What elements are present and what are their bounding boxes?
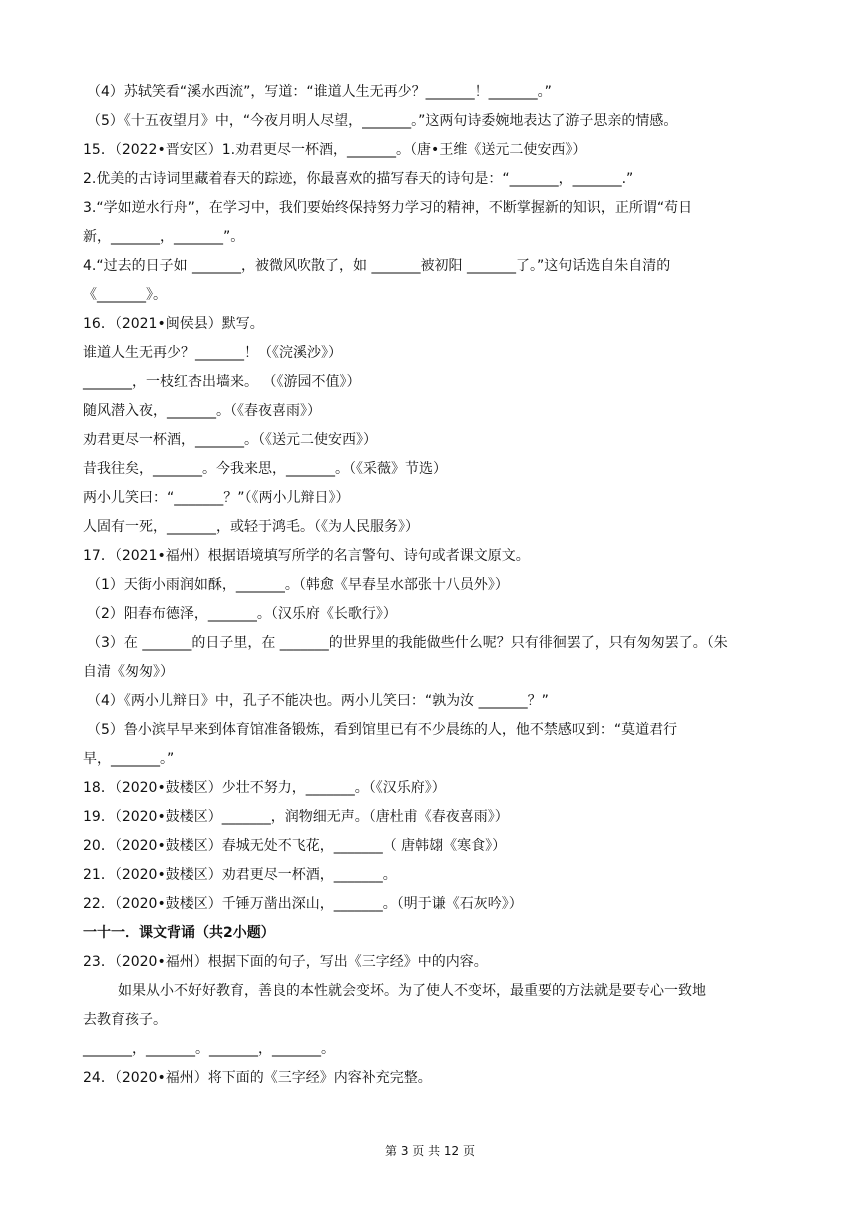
q17-item-2: （2）阳春布德泽，_______。（汉乐府《长歌行》） xyxy=(87,606,397,622)
q15-item-3-cont: 新，_______，_______”。 xyxy=(83,229,245,245)
q16-title: 16．（2021•闽侯县）默写。 xyxy=(83,316,264,332)
q17-item-3: （3）在 _______的日子里，在 _______的世界里的我能做些什么呢？只有徘徊罢了，只有匆匆罢了。（朱 xyxy=(87,635,728,651)
q14-item-4: （4）苏轼笑看“溪水西流”，写道：“谁道人生无再少？_______！_______。” xyxy=(87,84,552,100)
q15-item-4-cont: 《_______》。 xyxy=(83,287,167,303)
q18: 18．（2020•鼓楼区）少壮不努力，_______。（《汉乐府》） xyxy=(83,780,446,796)
q20: 20．（2020•鼓楼区）春城无处不飞花，_______（ 唐韩翃《寒食》） xyxy=(83,838,507,854)
q15-item-2: 2.优美的古诗词里藏着春天的踪迹，你最喜欢的描写春天的诗句是：“_______，_______.” xyxy=(83,171,634,187)
q17-item-3-cont: 自清《匆匆》） xyxy=(83,664,174,680)
q17-item-1: （1）天街小雨润如酥，_______。（韩愈《早春呈水部张十八员外》） xyxy=(87,577,509,593)
q23-answer-blanks: _______，_______。_______，_______。 xyxy=(83,1041,335,1057)
q17-title: 17．（2021•福州）根据语境填写所学的名言警句、诗句或者课文原文。 xyxy=(83,548,530,564)
q16-line-7: 人固有一死，_______，或轻于鸿毛。（《为人民服务》） xyxy=(83,519,419,535)
q14-item-5: （5）《十五夜望月》中，“今夜月明人尽望，_______。”这两句诗委婉地表达了游子思亲的情感。 xyxy=(87,113,678,129)
q16-line-2: _______，一枝红杏出墙来。 （《游园不值》） xyxy=(83,374,361,390)
q16-line-4: 劝君更尽一杯酒，_______。（《送元二使安西》） xyxy=(83,432,377,448)
q17-item-4: （4）《两小儿辩日》中，孔子不能决也。两小儿笑曰：“孰为汝 _______？” xyxy=(87,693,549,709)
q15-item-3: 3.“学如逆水行舟”，在学习中，我们要始终保持努力学习的精神，不断掌握新的知识，正所谓“苟日 xyxy=(83,200,693,216)
q15-item-1: 15．（2022•晋安区）1.劝君更尽一杯酒，_______。（唐•王维《送元二使安西》） xyxy=(83,142,587,158)
q23-passage-cont: 去教育孩子。 xyxy=(83,1012,167,1028)
page-number: 第 3 页 共 12 页 xyxy=(385,1144,475,1158)
q23-title: 23．（2020•福州）根据下面的句子，写出《三字经》中的内容。 xyxy=(83,954,488,970)
q24-title: 24．（2020•福州）将下面的《三字经》内容补充完整。 xyxy=(83,1070,432,1086)
q15-item-4: 4.“过去的日子如 _______，被微风吹散了，如 _______被初阳 _______了。”这句话选自朱自清的 xyxy=(83,258,671,274)
q16-line-6: 两小儿笑曰：“_______？”（《两小儿辩日》） xyxy=(83,490,350,506)
q19: 19．（2020•鼓楼区）_______，润物细无声。（唐杜甫《春夜喜雨》） xyxy=(83,809,509,825)
q23-passage: 如果从小不好好教育，善良的本性就会变坏。为了使人不变坏，最重要的方法就是要专心一致地 xyxy=(118,983,706,999)
section-heading: 一十一．课文背诵（共2小题） xyxy=(83,925,275,941)
q16-line-3: 随风潜入夜，_______。（《春夜喜雨》） xyxy=(83,403,321,419)
q17-item-5-cont: 早，_______。” xyxy=(83,751,175,767)
q21: 21．（2020•鼓楼区）劝君更尽一杯酒，_______。 xyxy=(83,867,397,883)
q22: 22．（2020•鼓楼区）千锤万凿出深山，_______。（明于谦《石灰吟》） xyxy=(83,896,523,912)
q17-item-5: （5）鲁小滨早早来到体育馆准备锻炼，看到馆里已有不少晨练的人，他不禁感叹到：“莫道君行 xyxy=(87,722,678,738)
q16-line-1: 谁道人生无再少？_______！（《浣溪沙》） xyxy=(83,345,342,361)
q16-line-5: 昔我往矣，_______。今我来思，_______。（《采薇》节选） xyxy=(83,461,447,477)
